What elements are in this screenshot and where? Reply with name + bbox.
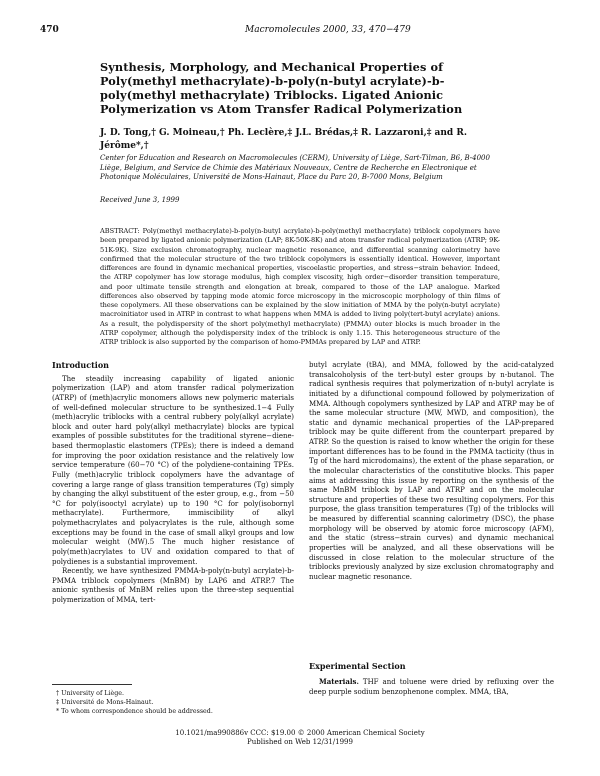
page-footer	[0, 729, 600, 747]
footnotes	[56, 689, 296, 716]
experimental-heading: Experimental Section	[309, 661, 406, 671]
footnote-liege: † University of Liège.	[56, 690, 124, 697]
doi-line: 10.1021/ma990886v CCC: $19.00 © 2000 American Chemical Society	[175, 729, 425, 737]
footnote-mons: ‡ Université de Mons-Hainaut.	[56, 699, 154, 706]
left-column	[52, 361, 294, 606]
author-list: J. D. Tong,† G. Moineau,† Ph. Leclère,‡ J.L. Brédas,‡ R. Lazzaroni,‡ and R. Jérôme*,†	[100, 128, 467, 151]
introduction-heading: Introduction	[52, 360, 109, 370]
intro-paragraph-2: Recently, we have synthesized PMMA-b-poly(n-butyl acrylate)-b-PMMA triblock copolymers (MnBM) by LAP6 and ATRP.7 The anionic synthesis of MnBM relies upon the three-step sequential polymerization of MMA, tert-	[52, 567, 294, 604]
article-title: Synthesis, Morphology, and Mechanical Properties of Poly(methyl methacrylate)-b-poly(n-butyl acrylate)-b-poly(methyl methacrylate) Triblocks. Ligated Anionic Polymerization vs Atom Transfer Radical Polymerization	[100, 60, 463, 116]
intro-continuation: butyl acrylate (tBA), and MMA, followed by the acid-catalyzed transalcoholysis of the tert-butyl ester groups by n-butanol. The radical synthesis requires that polymerization of n-butyl acrylate is initiated by a difunctional compound followed by polymerization of MMA. Although copolymers synthesized by LAP and ATRP may be of the same molecular structure (MW, MWD, and composition), the static and dynamic mechanical properties of the LAP-prepared triblock may be quite different from the counterpart prepared by ATRP. So the question is raised to know whether the origin for these important differences has to be found in the PMMA tacticity (thus in Tg of the hard microdomains), the extent of the phase separation, or the molecular characteristics of the constitutive blocks. This paper aims at addressing this issue by reporting on the synthesis of the same MnBM triblock by LAP and ATRP and on the molecular structure and properties of these two resulting copolymers. For this purpose, the glass transition temperatures (Tg) of the triblocks will be measured by differential scanning calorimetry (DSC), the phase morphology will be observed by atomic force microscopy (AFM), and the static (stress−strain curves) and dynamic mechanical properties will be analyzed, and all these observations will be discussed in close relation to the molecular structure of the triblocks previously analyzed by size exclusion chromatography and nuclear magnetic resonance.	[309, 361, 554, 581]
right-column	[309, 361, 554, 582]
affiliation: Center for Education and Research on Macromolecules (CERM), University of Liège, Sart-Tilman, B6, B-4000 Liège, Belgium, and Service de Chimie des Matériaux Nouveaux, Centre de Recherche en Electronique et Photonique Moléculaires, Université de Mons-Hainaut, Place du Parc 20, B-7000 Mons, Belgium	[100, 154, 490, 181]
page-number: 470	[40, 25, 59, 35]
journal-citation: Macromolecules 2000, 33, 470−479	[245, 25, 411, 35]
footnote-correspondence: * To whom correspondence should be addressed.	[56, 708, 213, 715]
intro-paragraph-1: The steadily increasing capability of ligated anionic polymerization (LAP) and atom transfer radical polymerization (ATRP) of (meth)acrylic monomers allows new polymeric materials of well-defined molecular structure to be synthesized.1−4 Fully (meth)acrylic triblocks with a central rubbery poly(alkyl acrylate) block and outer hard poly(alkyl methacrylate) blocks are typical examples of possible substitutes for the traditional styrene−diene-based thermoplastic elastomers (TPEs); there is indeed a demand for improving the poor oxidation resistance and the relatively low service temperature (60−70 °C) of the polydiene-containing TPEs. Fully (meth)acrylic triblock copolymers have the advantage of covering a large range of glass transition temperatures (Tg) simply by changing the alkyl substituent of the ester group, e.g., from −50 °C for poly(isooctyl acrylate) up to 190 °C for poly(isobornyl methacrylate). Furthermore, immiscibility of alkyl polymethacrylates and polyacrylates is the rule, although some exceptions may be found in the case of small alkyl groups and low molecular weight (MW).5 The much higher resistance of poly(meth)acrylates to UV and oxidation compared to that of polydienes is a substantial improvement.	[52, 374, 294, 566]
abstract: ABSTRACT: Poly(methyl methacrylate)-b-poly(n-butyl acrylate)-b-poly(methyl methacrylate) triblock copolymers have been prepared by ligated anionic polymerization (LAP; 8K-50K-8K) and atom transfer radical polymerization (ATRP; 9K-51K-9K). Size exclusion chromatography, nuclear magnetic resonance, and differential scanning calorimetry have confirmed that the molecular structure of the two triblock copolymers is essentially identical. However, important differences are found in dynamic mechanical properties, viscoelastic properties, and stress−strain behavior. Indeed, the ATRP copolymer has low storage modulus, high complex viscosity, high order−disorder transition temperature, and poor ultimate tensile strength and elongation at break, compared to those of the LAP analogue. Marked differences also observed by tapping mode atomic force microscopy in the microscopic morphology of thin films of these copolymers. All these observations can be explained by the slow initiation of MMA by the poly(n-butyl acrylate) macroinitiator used in ATRP in contrast to what happens when MMA is added to living poly(tert-butyl acrylate) anions. As a result, the polydispersity of the short poly(methyl methacrylate) (PMMA) outer blocks is much broader in the ATRP copolymer, although the polydispersity index of the triblock is only 1.15. This heterogeneous structure of the ATRP triblock is also supported by the comparison of homo-PMMAs prepared by LAP and ATRP.	[100, 227, 500, 346]
materials-label: Materials.	[319, 677, 359, 686]
materials-paragraph	[309, 677, 554, 697]
materials-text: THF and toluene were dried by refluxing over the deep purple sodium benzophenone complex. MMA, tBA,	[309, 678, 554, 696]
footnote-divider	[52, 684, 132, 685]
received-date: Received June 3, 1999	[100, 196, 180, 204]
published-line: Published on Web 12/31/1999	[247, 738, 353, 746]
page-header	[40, 25, 560, 37]
